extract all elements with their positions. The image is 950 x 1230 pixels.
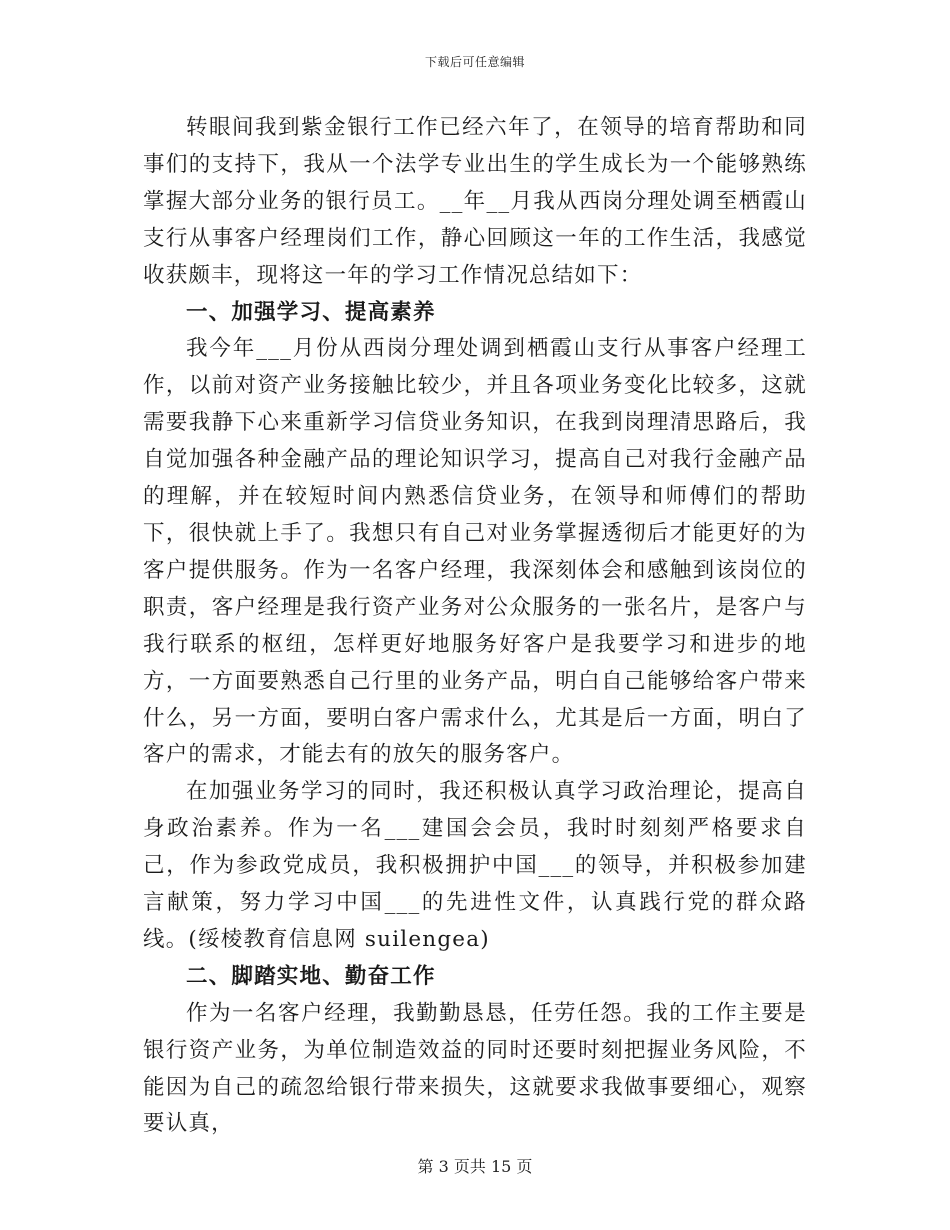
section-1-paragraph-2: 在加强业务学习的同时，我还积极认真学习政治理论，提高自身政治素养。作为一名___建国会会员，我时时刻刻严格要求自己，作为参政党成员，我积极拥护中国___的领导，并积极参加建言献策，努力学习中国___的先进性文件，认真践行党的群众路线。(绥棱教育信息网 suilengea) <box>143 779 807 952</box>
section-1-paragraph-1: 我今年___月份从西岗分理处调到栖霞山支行从事客户经理工作，以前对资产业务接触比较少，并且各项业务变化比较多，这就需要我静下心来重新学习信贷业务知识，在我到岗理清思路后，我自觉加强各种金融产品的理论知识学习，提高自己对我行金融产品的理解，并在较短时间内熟悉信贷业务，在领导和师傅们的帮助下，很快就上手了。我想只有自己对业务掌握透彻后才能更好的为客户提供服务。作为一名客户经理，我深刻体会和感触到该岗位的职责，客户经理是我行资产业务对公众服务的一张名片，是客户与我行联系的枢纽，怎样更好地服务好客户是我要学习和进步的地方，一方面要熟悉自己行里的业务产品，明白自己能够给客户带来什么，另一方面，要明白客户需求什么，尤其是后一方面，明白了客户的需求，才能去有的放矢的服务客户。 <box>143 336 807 768</box>
page-footer: 第 3 页共 15 页 <box>417 1157 533 1176</box>
page-header: 下载后可任意编辑 <box>424 55 525 69</box>
section-heading-2: 二、脚踏实地、勤奋工作 <box>186 963 436 989</box>
document-body <box>143 110 807 1143</box>
intro-paragraph: 转眼间我到紫金银行工作已经六年了，在领导的培育帮助和同事们的支持下，我从一个法学专业出生的学生成长为一个能够熟练掌握大部分业务的银行员工。__年__月我从西岗分理处调至栖霞山支行从事客户经理岗们工作，静心回顾这一年的工作生活，我感觉收获颇丰，现将这一年的学习工作情况总结如下： <box>143 115 807 288</box>
section-heading-1: 一、加强学习、提高素养 <box>186 299 436 325</box>
section-2-paragraph-1: 作为一名客户经理，我勤勤恳恳，任劳任怨。我的工作主要是银行资产业务，为单位制造效益的同时还要时刻把握业务风险，不能因为自己的疏忽给银行带来损失，这就要求我做事要细心，观察要认真， <box>143 1000 807 1137</box>
